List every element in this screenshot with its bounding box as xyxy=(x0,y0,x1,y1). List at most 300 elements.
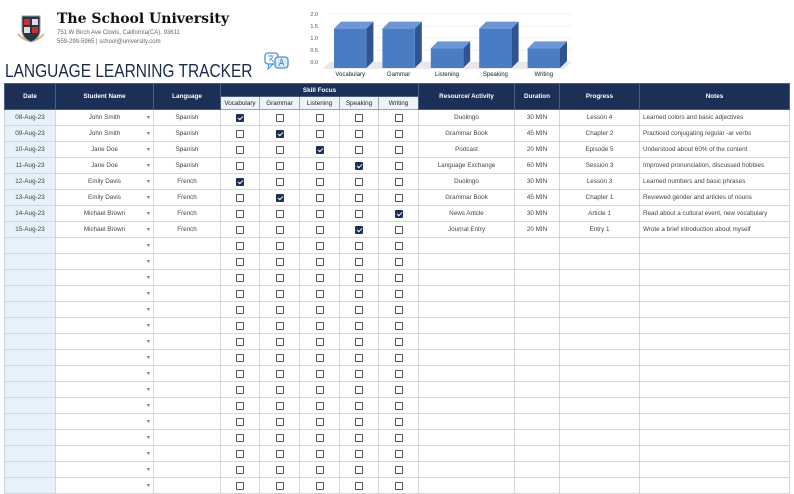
language-cell[interactable] xyxy=(154,366,221,382)
progress-cell[interactable] xyxy=(560,382,640,398)
duration-cell[interactable]: 20 MIN xyxy=(515,142,560,158)
progress-cell[interactable] xyxy=(560,478,640,494)
student-select[interactable] xyxy=(56,414,154,430)
skill-checkbox-grammar[interactable] xyxy=(276,354,284,362)
duration-cell[interactable] xyxy=(515,478,560,494)
resource-cell[interactable] xyxy=(419,478,515,494)
language-cell[interactable]: Spanish xyxy=(154,142,221,158)
resource-cell[interactable]: News Article xyxy=(419,206,515,222)
skill-checkbox-speaking[interactable] xyxy=(355,178,363,186)
duration-cell[interactable] xyxy=(515,286,560,302)
skill-checkbox-speaking[interactable] xyxy=(355,418,363,426)
skill-checkbox-writing[interactable] xyxy=(395,402,403,410)
skill-checkbox-vocabulary[interactable] xyxy=(236,226,244,234)
skill-checkbox-writing[interactable] xyxy=(395,386,403,394)
skill-checkbox-grammar[interactable] xyxy=(276,482,284,490)
student-select[interactable] xyxy=(56,110,154,126)
dropdown-arrow-icon[interactable]: ▾ xyxy=(146,403,150,409)
dropdown-arrow-icon[interactable]: ▾ xyxy=(146,211,150,217)
student-select[interactable] xyxy=(56,462,154,478)
skill-checkbox-listening[interactable] xyxy=(316,434,324,442)
duration-cell[interactable] xyxy=(515,350,560,366)
skill-checkbox-writing[interactable] xyxy=(395,114,403,122)
date-cell[interactable] xyxy=(5,238,56,254)
skill-checkbox-vocabulary[interactable] xyxy=(236,338,244,346)
skill-checkbox-speaking[interactable] xyxy=(355,338,363,346)
date-cell[interactable]: 08-Aug-23 xyxy=(5,110,56,126)
resource-cell[interactable]: Grammar Book xyxy=(419,126,515,142)
progress-cell[interactable]: Article 1 xyxy=(560,206,640,222)
skill-checkbox-grammar[interactable] xyxy=(276,210,284,218)
progress-cell[interactable] xyxy=(560,334,640,350)
skill-checkbox-speaking[interactable] xyxy=(355,210,363,218)
resource-cell[interactable] xyxy=(419,382,515,398)
skill-checkbox-vocabulary[interactable] xyxy=(236,146,244,154)
skill-checkbox-listening[interactable] xyxy=(316,114,324,122)
student-select[interactable] xyxy=(56,446,154,462)
student-select[interactable] xyxy=(56,142,154,158)
date-cell[interactable] xyxy=(5,366,56,382)
skill-checkbox-grammar[interactable] xyxy=(276,466,284,474)
skill-checkbox-grammar[interactable] xyxy=(276,370,284,378)
resource-cell[interactable] xyxy=(419,334,515,350)
language-cell[interactable]: Spanish xyxy=(154,110,221,126)
duration-cell[interactable] xyxy=(515,414,560,430)
resource-cell[interactable]: Language Exchange xyxy=(419,158,515,174)
student-select[interactable] xyxy=(56,126,154,142)
student-select[interactable] xyxy=(56,254,154,270)
progress-cell[interactable]: Chapter 2 xyxy=(560,126,640,142)
duration-cell[interactable]: 45 MIN xyxy=(515,126,560,142)
student-select[interactable] xyxy=(56,430,154,446)
duration-cell[interactable] xyxy=(515,318,560,334)
progress-cell[interactable] xyxy=(560,254,640,270)
skill-checkbox-speaking[interactable] xyxy=(355,194,363,202)
skill-checkbox-listening[interactable] xyxy=(316,146,324,154)
dropdown-arrow-icon[interactable]: ▾ xyxy=(146,115,150,121)
skill-checkbox-writing[interactable] xyxy=(395,226,403,234)
skill-checkbox-grammar[interactable] xyxy=(276,290,284,298)
progress-cell[interactable]: Session 3 xyxy=(560,158,640,174)
date-cell[interactable] xyxy=(5,414,56,430)
student-select[interactable] xyxy=(56,350,154,366)
language-cell[interactable]: French xyxy=(154,174,221,190)
language-cell[interactable] xyxy=(154,462,221,478)
skill-checkbox-vocabulary[interactable] xyxy=(236,306,244,314)
date-cell[interactable]: 09-Aug-23 xyxy=(5,126,56,142)
resource-cell[interactable] xyxy=(419,398,515,414)
notes-cell[interactable]: Reviewed gender and articles of nouns xyxy=(640,190,790,206)
skill-checkbox-vocabulary[interactable] xyxy=(236,354,244,362)
skill-checkbox-writing[interactable] xyxy=(395,418,403,426)
student-select[interactable] xyxy=(56,174,154,190)
notes-cell[interactable] xyxy=(640,270,790,286)
resource-cell[interactable]: Podcast xyxy=(419,142,515,158)
skill-checkbox-grammar[interactable] xyxy=(276,418,284,426)
duration-cell[interactable] xyxy=(515,366,560,382)
skill-checkbox-speaking[interactable] xyxy=(355,258,363,266)
notes-cell[interactable]: Learned colors and basic adjectives xyxy=(640,110,790,126)
skill-checkbox-listening[interactable] xyxy=(316,306,324,314)
skill-checkbox-vocabulary[interactable] xyxy=(236,418,244,426)
dropdown-arrow-icon[interactable]: ▾ xyxy=(146,147,150,153)
dropdown-arrow-icon[interactable]: ▾ xyxy=(146,259,150,265)
notes-cell[interactable] xyxy=(640,462,790,478)
dropdown-arrow-icon[interactable]: ▾ xyxy=(146,227,150,233)
skill-checkbox-writing[interactable] xyxy=(395,434,403,442)
duration-cell[interactable]: 45 MIN xyxy=(515,190,560,206)
language-cell[interactable] xyxy=(154,478,221,494)
progress-cell[interactable] xyxy=(560,238,640,254)
student-select[interactable] xyxy=(56,318,154,334)
notes-cell[interactable] xyxy=(640,318,790,334)
date-cell[interactable] xyxy=(5,334,56,350)
date-cell[interactable]: 12-Aug-23 xyxy=(5,174,56,190)
date-cell[interactable] xyxy=(5,286,56,302)
skill-checkbox-vocabulary[interactable] xyxy=(236,178,244,186)
student-select[interactable] xyxy=(56,382,154,398)
skill-checkbox-grammar[interactable] xyxy=(276,338,284,346)
student-select[interactable] xyxy=(56,222,154,238)
skill-checkbox-vocabulary[interactable] xyxy=(236,194,244,202)
skill-checkbox-listening[interactable] xyxy=(316,338,324,346)
skill-checkbox-speaking[interactable] xyxy=(355,402,363,410)
skill-checkbox-speaking[interactable] xyxy=(355,274,363,282)
skill-checkbox-grammar[interactable] xyxy=(276,274,284,282)
resource-cell[interactable] xyxy=(419,270,515,286)
dropdown-arrow-icon[interactable]: ▾ xyxy=(146,483,150,489)
skill-checkbox-vocabulary[interactable] xyxy=(236,466,244,474)
skill-checkbox-grammar[interactable] xyxy=(276,386,284,394)
skill-checkbox-vocabulary[interactable] xyxy=(236,114,244,122)
language-cell[interactable] xyxy=(154,334,221,350)
notes-cell[interactable] xyxy=(640,254,790,270)
resource-cell[interactable] xyxy=(419,254,515,270)
skill-checkbox-speaking[interactable] xyxy=(355,482,363,490)
duration-cell[interactable] xyxy=(515,334,560,350)
skill-checkbox-vocabulary[interactable] xyxy=(236,290,244,298)
language-cell[interactable] xyxy=(154,398,221,414)
skill-checkbox-listening[interactable] xyxy=(316,290,324,298)
date-cell[interactable] xyxy=(5,270,56,286)
resource-cell[interactable]: Duolingo xyxy=(419,174,515,190)
skill-checkbox-listening[interactable] xyxy=(316,194,324,202)
date-cell[interactable]: 10-Aug-23 xyxy=(5,142,56,158)
notes-cell[interactable] xyxy=(640,430,790,446)
resource-cell[interactable] xyxy=(419,414,515,430)
dropdown-arrow-icon[interactable]: ▾ xyxy=(146,163,150,169)
duration-cell[interactable]: 30 MIN xyxy=(515,174,560,190)
language-cell[interactable]: Spanish xyxy=(154,158,221,174)
progress-cell[interactable]: Episode 5 xyxy=(560,142,640,158)
skill-checkbox-grammar[interactable] xyxy=(276,402,284,410)
skill-checkbox-writing[interactable] xyxy=(395,242,403,250)
skill-checkbox-writing[interactable] xyxy=(395,290,403,298)
language-cell[interactable]: French xyxy=(154,206,221,222)
skill-checkbox-speaking[interactable] xyxy=(355,114,363,122)
duration-cell[interactable] xyxy=(515,430,560,446)
progress-cell[interactable] xyxy=(560,446,640,462)
skill-checkbox-speaking[interactable] xyxy=(355,450,363,458)
skill-checkbox-vocabulary[interactable] xyxy=(236,370,244,378)
skill-checkbox-speaking[interactable] xyxy=(355,434,363,442)
date-cell[interactable] xyxy=(5,446,56,462)
language-cell[interactable] xyxy=(154,350,221,366)
notes-cell[interactable]: Practiced conjugating regular -ar verbs xyxy=(640,126,790,142)
progress-cell[interactable]: Chapter 1 xyxy=(560,190,640,206)
skill-checkbox-writing[interactable] xyxy=(395,450,403,458)
dropdown-arrow-icon[interactable]: ▾ xyxy=(146,419,150,425)
skill-checkbox-speaking[interactable] xyxy=(355,226,363,234)
skill-checkbox-grammar[interactable] xyxy=(276,322,284,330)
student-select[interactable] xyxy=(56,270,154,286)
skill-checkbox-listening[interactable] xyxy=(316,322,324,330)
progress-cell[interactable] xyxy=(560,430,640,446)
skill-checkbox-listening[interactable] xyxy=(316,162,324,170)
notes-cell[interactable] xyxy=(640,286,790,302)
skill-checkbox-grammar[interactable] xyxy=(276,178,284,186)
skill-checkbox-grammar[interactable] xyxy=(276,450,284,458)
duration-cell[interactable] xyxy=(515,238,560,254)
date-cell[interactable] xyxy=(5,302,56,318)
dropdown-arrow-icon[interactable]: ▾ xyxy=(146,195,150,201)
skill-checkbox-listening[interactable] xyxy=(316,354,324,362)
duration-cell[interactable] xyxy=(515,302,560,318)
student-select[interactable] xyxy=(56,190,154,206)
student-select[interactable] xyxy=(56,286,154,302)
resource-cell[interactable] xyxy=(419,318,515,334)
duration-cell[interactable]: 20 MIN xyxy=(515,222,560,238)
student-select[interactable] xyxy=(56,158,154,174)
resource-cell[interactable] xyxy=(419,238,515,254)
date-cell[interactable]: 14-Aug-23 xyxy=(5,206,56,222)
language-cell[interactable] xyxy=(154,238,221,254)
skill-checkbox-grammar[interactable] xyxy=(276,306,284,314)
skill-checkbox-writing[interactable] xyxy=(395,210,403,218)
skill-checkbox-vocabulary[interactable] xyxy=(236,130,244,138)
language-cell[interactable] xyxy=(154,286,221,302)
dropdown-arrow-icon[interactable]: ▾ xyxy=(146,451,150,457)
notes-cell[interactable]: Learned numbers and basic phrases xyxy=(640,174,790,190)
language-cell[interactable] xyxy=(154,302,221,318)
skill-checkbox-vocabulary[interactable] xyxy=(236,258,244,266)
skill-checkbox-grammar[interactable] xyxy=(276,146,284,154)
student-select[interactable] xyxy=(56,238,154,254)
duration-cell[interactable] xyxy=(515,270,560,286)
skill-checkbox-writing[interactable] xyxy=(395,354,403,362)
skill-checkbox-writing[interactable] xyxy=(395,338,403,346)
progress-cell[interactable] xyxy=(560,270,640,286)
skill-checkbox-writing[interactable] xyxy=(395,322,403,330)
dropdown-arrow-icon[interactable]: ▾ xyxy=(146,179,150,185)
skill-checkbox-writing[interactable] xyxy=(395,274,403,282)
resource-cell[interactable] xyxy=(419,302,515,318)
skill-checkbox-vocabulary[interactable] xyxy=(236,482,244,490)
skill-checkbox-listening[interactable] xyxy=(316,450,324,458)
skill-checkbox-listening[interactable] xyxy=(316,386,324,394)
skill-checkbox-vocabulary[interactable] xyxy=(236,210,244,218)
duration-cell[interactable] xyxy=(515,398,560,414)
skill-checkbox-speaking[interactable] xyxy=(355,466,363,474)
progress-cell[interactable] xyxy=(560,318,640,334)
dropdown-arrow-icon[interactable]: ▾ xyxy=(146,291,150,297)
language-cell[interactable] xyxy=(154,430,221,446)
skill-checkbox-listening[interactable] xyxy=(316,418,324,426)
notes-cell[interactable]: Wrote a brief introduction about myself xyxy=(640,222,790,238)
duration-cell[interactable] xyxy=(515,446,560,462)
notes-cell[interactable] xyxy=(640,334,790,350)
skill-checkbox-vocabulary[interactable] xyxy=(236,386,244,394)
student-select[interactable] xyxy=(56,366,154,382)
dropdown-arrow-icon[interactable]: ▾ xyxy=(146,467,150,473)
student-select[interactable] xyxy=(56,302,154,318)
skill-checkbox-speaking[interactable] xyxy=(355,242,363,250)
date-cell[interactable]: 13-Aug-23 xyxy=(5,190,56,206)
skill-checkbox-vocabulary[interactable] xyxy=(236,322,244,330)
dropdown-arrow-icon[interactable]: ▾ xyxy=(146,307,150,313)
skill-checkbox-speaking[interactable] xyxy=(355,354,363,362)
date-cell[interactable]: 11-Aug-23 xyxy=(5,158,56,174)
resource-cell[interactable] xyxy=(419,462,515,478)
language-cell[interactable]: Spanish xyxy=(154,126,221,142)
skill-checkbox-listening[interactable] xyxy=(316,226,324,234)
dropdown-arrow-icon[interactable]: ▾ xyxy=(146,323,150,329)
progress-cell[interactable] xyxy=(560,350,640,366)
progress-cell[interactable]: Entry 1 xyxy=(560,222,640,238)
resource-cell[interactable] xyxy=(419,446,515,462)
skill-checkbox-grammar[interactable] xyxy=(276,162,284,170)
progress-cell[interactable] xyxy=(560,302,640,318)
skill-checkbox-writing[interactable] xyxy=(395,306,403,314)
skill-checkbox-grammar[interactable] xyxy=(276,194,284,202)
skill-checkbox-grammar[interactable] xyxy=(276,242,284,250)
notes-cell[interactable] xyxy=(640,350,790,366)
dropdown-arrow-icon[interactable]: ▾ xyxy=(146,275,150,281)
language-cell[interactable] xyxy=(154,318,221,334)
notes-cell[interactable] xyxy=(640,382,790,398)
date-cell[interactable] xyxy=(5,350,56,366)
skill-checkbox-speaking[interactable] xyxy=(355,290,363,298)
dropdown-arrow-icon[interactable]: ▾ xyxy=(146,435,150,441)
notes-cell[interactable] xyxy=(640,302,790,318)
resource-cell[interactable] xyxy=(419,286,515,302)
duration-cell[interactable] xyxy=(515,382,560,398)
progress-cell[interactable]: Lesson 3 xyxy=(560,174,640,190)
student-select[interactable] xyxy=(56,206,154,222)
progress-cell[interactable] xyxy=(560,366,640,382)
resource-cell[interactable]: Journal Entry xyxy=(419,222,515,238)
notes-cell[interactable] xyxy=(640,414,790,430)
skill-checkbox-writing[interactable] xyxy=(395,130,403,138)
student-select[interactable] xyxy=(56,478,154,494)
notes-cell[interactable]: Improved pronunciation, discussed hobbies xyxy=(640,158,790,174)
resource-cell[interactable] xyxy=(419,366,515,382)
notes-cell[interactable]: Read about a cultural event, new vocabulary xyxy=(640,206,790,222)
resource-cell[interactable] xyxy=(419,350,515,366)
date-cell[interactable] xyxy=(5,478,56,494)
skill-checkbox-listening[interactable] xyxy=(316,258,324,266)
student-select[interactable] xyxy=(56,398,154,414)
progress-cell[interactable] xyxy=(560,414,640,430)
skill-checkbox-writing[interactable] xyxy=(395,466,403,474)
skill-checkbox-writing[interactable] xyxy=(395,258,403,266)
dropdown-arrow-icon[interactable]: ▾ xyxy=(146,387,150,393)
skill-checkbox-speaking[interactable] xyxy=(355,322,363,330)
skill-checkbox-grammar[interactable] xyxy=(276,130,284,138)
skill-checkbox-listening[interactable] xyxy=(316,210,324,218)
skill-checkbox-listening[interactable] xyxy=(316,130,324,138)
skill-checkbox-vocabulary[interactable] xyxy=(236,162,244,170)
skill-checkbox-vocabulary[interactable] xyxy=(236,242,244,250)
duration-cell[interactable] xyxy=(515,254,560,270)
skill-checkbox-vocabulary[interactable] xyxy=(236,274,244,282)
dropdown-arrow-icon[interactable]: ▾ xyxy=(146,355,150,361)
language-cell[interactable] xyxy=(154,414,221,430)
date-cell[interactable] xyxy=(5,382,56,398)
skill-checkbox-speaking[interactable] xyxy=(355,386,363,394)
dropdown-arrow-icon[interactable]: ▾ xyxy=(146,339,150,345)
skill-checkbox-writing[interactable] xyxy=(395,194,403,202)
skill-checkbox-listening[interactable] xyxy=(316,178,324,186)
skill-checkbox-grammar[interactable] xyxy=(276,226,284,234)
resource-cell[interactable]: Duolingo xyxy=(419,110,515,126)
skill-checkbox-grammar[interactable] xyxy=(276,434,284,442)
skill-checkbox-writing[interactable] xyxy=(395,146,403,154)
language-cell[interactable] xyxy=(154,382,221,398)
dropdown-arrow-icon[interactable]: ▾ xyxy=(146,371,150,377)
skill-checkbox-writing[interactable] xyxy=(395,370,403,378)
duration-cell[interactable]: 30 MIN xyxy=(515,110,560,126)
progress-cell[interactable] xyxy=(560,462,640,478)
resource-cell[interactable]: Grammar Book xyxy=(419,190,515,206)
skill-checkbox-listening[interactable] xyxy=(316,482,324,490)
date-cell[interactable] xyxy=(5,430,56,446)
notes-cell[interactable] xyxy=(640,446,790,462)
skill-checkbox-listening[interactable] xyxy=(316,274,324,282)
notes-cell[interactable] xyxy=(640,398,790,414)
skill-checkbox-writing[interactable] xyxy=(395,482,403,490)
language-cell[interactable]: French xyxy=(154,190,221,206)
skill-checkbox-speaking[interactable] xyxy=(355,162,363,170)
notes-cell[interactable] xyxy=(640,238,790,254)
date-cell[interactable] xyxy=(5,254,56,270)
language-cell[interactable] xyxy=(154,254,221,270)
duration-cell[interactable] xyxy=(515,462,560,478)
notes-cell[interactable]: Understood about 60% of the content xyxy=(640,142,790,158)
resource-cell[interactable] xyxy=(419,430,515,446)
duration-cell[interactable]: 30 MIN xyxy=(515,206,560,222)
skill-checkbox-speaking[interactable] xyxy=(355,130,363,138)
date-cell[interactable] xyxy=(5,398,56,414)
skill-checkbox-grammar[interactable] xyxy=(276,114,284,122)
skill-checkbox-vocabulary[interactable] xyxy=(236,402,244,410)
skill-checkbox-writing[interactable] xyxy=(395,162,403,170)
skill-checkbox-vocabulary[interactable] xyxy=(236,450,244,458)
dropdown-arrow-icon[interactable]: ▾ xyxy=(146,131,150,137)
skill-checkbox-listening[interactable] xyxy=(316,466,324,474)
skill-checkbox-speaking[interactable] xyxy=(355,306,363,314)
skill-checkbox-speaking[interactable] xyxy=(355,146,363,154)
language-cell[interactable] xyxy=(154,446,221,462)
skill-checkbox-speaking[interactable] xyxy=(355,370,363,378)
skill-checkbox-listening[interactable] xyxy=(316,370,324,378)
progress-cell[interactable] xyxy=(560,398,640,414)
dropdown-arrow-icon[interactable]: ▾ xyxy=(146,243,150,249)
skill-checkbox-writing[interactable] xyxy=(395,178,403,186)
progress-cell[interactable]: Lesson 4 xyxy=(560,110,640,126)
date-cell[interactable] xyxy=(5,318,56,334)
skill-checkbox-grammar[interactable] xyxy=(276,258,284,266)
